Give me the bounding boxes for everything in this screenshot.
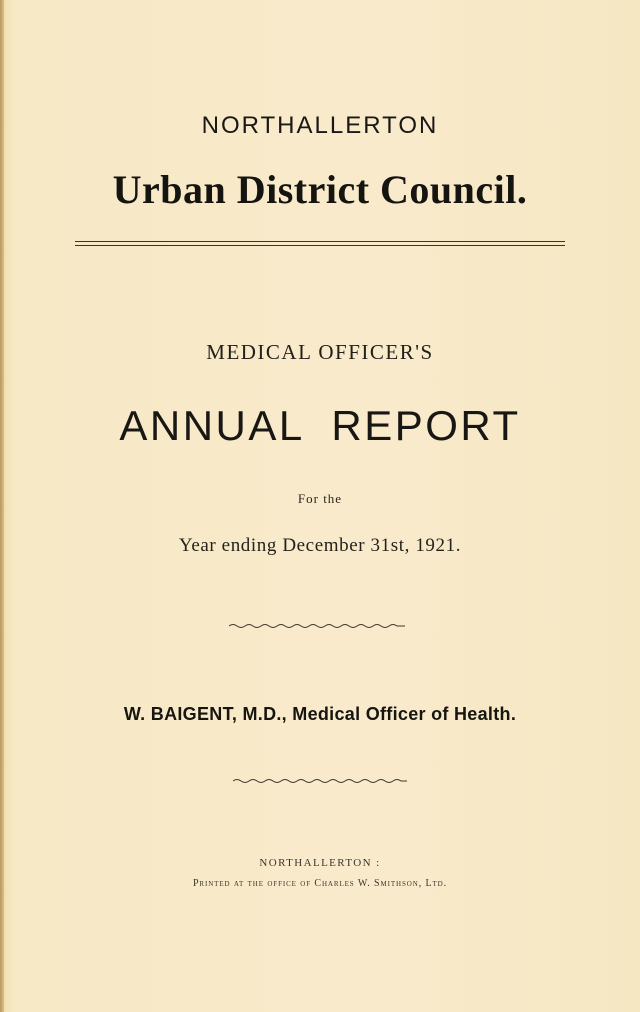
year-ending-line: Year ending December 31st, 1921.: [178, 535, 462, 556]
report-title: ANNUAL REPORT: [119, 402, 521, 449]
double-rule-divider: [75, 241, 565, 246]
town-heading: NORTHALLERTON: [201, 112, 439, 139]
author-line: W. BAIGENT, M.D., Medical Officer of Health.: [123, 704, 517, 724]
wavy-ornament-rule: [229, 622, 405, 630]
for-the-label: For the: [297, 491, 343, 506]
officer-heading: MEDICAL OFFICER'S: [206, 340, 434, 364]
wavy-ornament-rule: [233, 777, 407, 785]
imprint-printer: Printed at the office of Charles W. Smithson, Ltd.: [192, 878, 448, 889]
council-title: Urban District Council.: [112, 167, 528, 212]
imprint-place: NORTHALLERTON :: [259, 857, 381, 869]
